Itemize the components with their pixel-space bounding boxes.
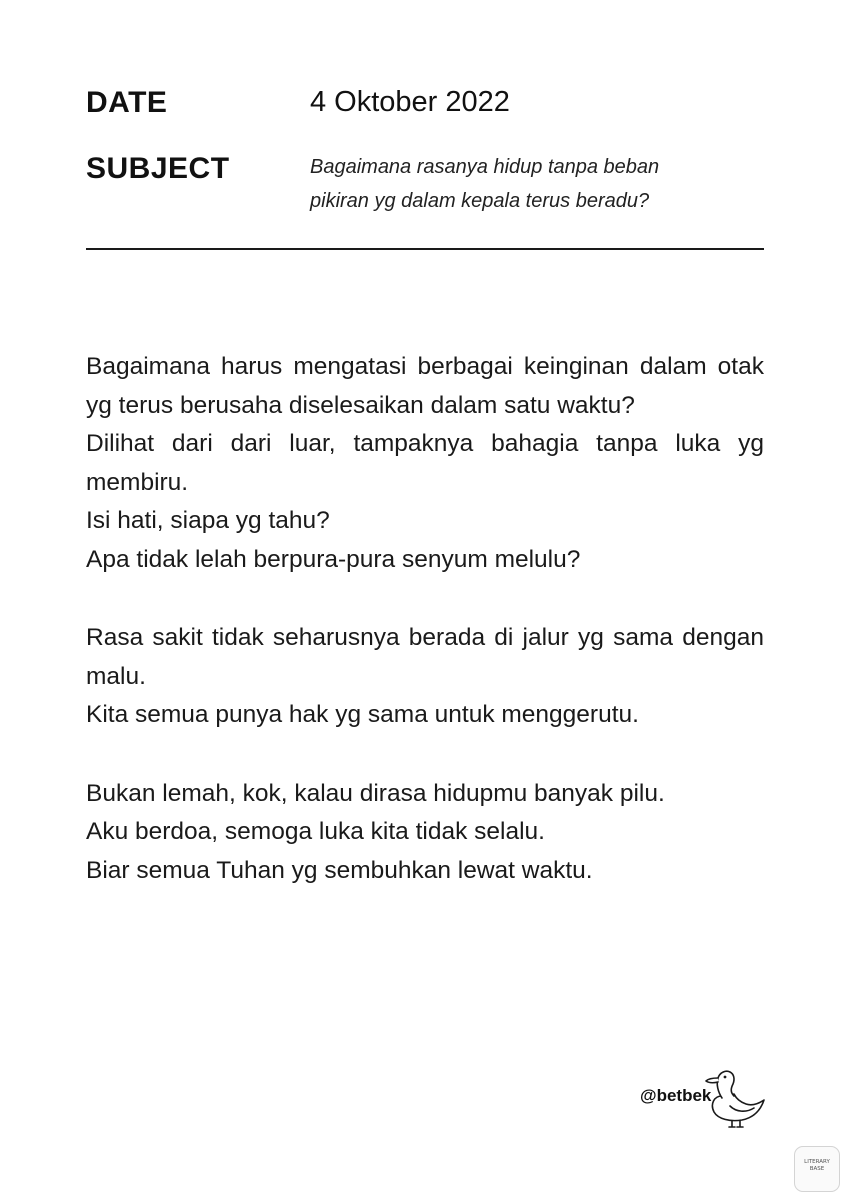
subject-label: SUBJECT bbox=[86, 152, 230, 185]
author-signature: @betbek bbox=[640, 1086, 712, 1105]
stanza-2 bbox=[86, 619, 764, 735]
date-label: DATE bbox=[86, 86, 168, 119]
poem-line: Apa tidak lelah berpura-pura senyum melulu? bbox=[86, 545, 581, 573]
poem-paragraph: Dilihat dari dari luar, tampaknya bahagia tanpa luka yg membiru. bbox=[86, 430, 764, 496]
poem-body bbox=[86, 348, 764, 890]
stanza-3 bbox=[86, 775, 764, 891]
subject-line: pikiran yg dalam kepala terus beradu? bbox=[310, 190, 650, 212]
stanza-1 bbox=[86, 348, 764, 579]
poem-line: Isi hati, siapa yg tahu? bbox=[86, 507, 330, 534]
poem-line: Biar semua Tuhan yg sembuhkan lewat waktu. bbox=[86, 856, 593, 884]
poem-line: Bukan lemah, kok, kalau dirasa hidupmu banyak pilu. bbox=[86, 779, 665, 807]
poem-line: Kita semua punya hak yg sama untuk menggerutu. bbox=[86, 701, 639, 728]
literary-base-badge bbox=[794, 1146, 840, 1192]
subject-line: Bagaimana rasanya hidup tanpa beban bbox=[310, 156, 660, 178]
poem-paragraph: Bagaimana harus mengatasi berbagai keinginan dalam otak yg terus berusaha diselesaikan dalam satu waktu? bbox=[86, 353, 764, 419]
header-divider bbox=[86, 248, 764, 250]
subject-value bbox=[310, 150, 750, 218]
poem-paragraph: Rasa sakit tidak seharusnya berada di jalur yg sama dengan malu. bbox=[86, 624, 764, 690]
duck-icon bbox=[700, 1066, 768, 1130]
badge-text: LITERARY bbox=[804, 1159, 830, 1165]
date-value: 4 Oktober 2022 bbox=[310, 86, 510, 118]
poem-line: Aku berdoa, semoga luka kita tidak selalu. bbox=[86, 818, 545, 845]
badge-text: BASE bbox=[809, 1166, 825, 1172]
